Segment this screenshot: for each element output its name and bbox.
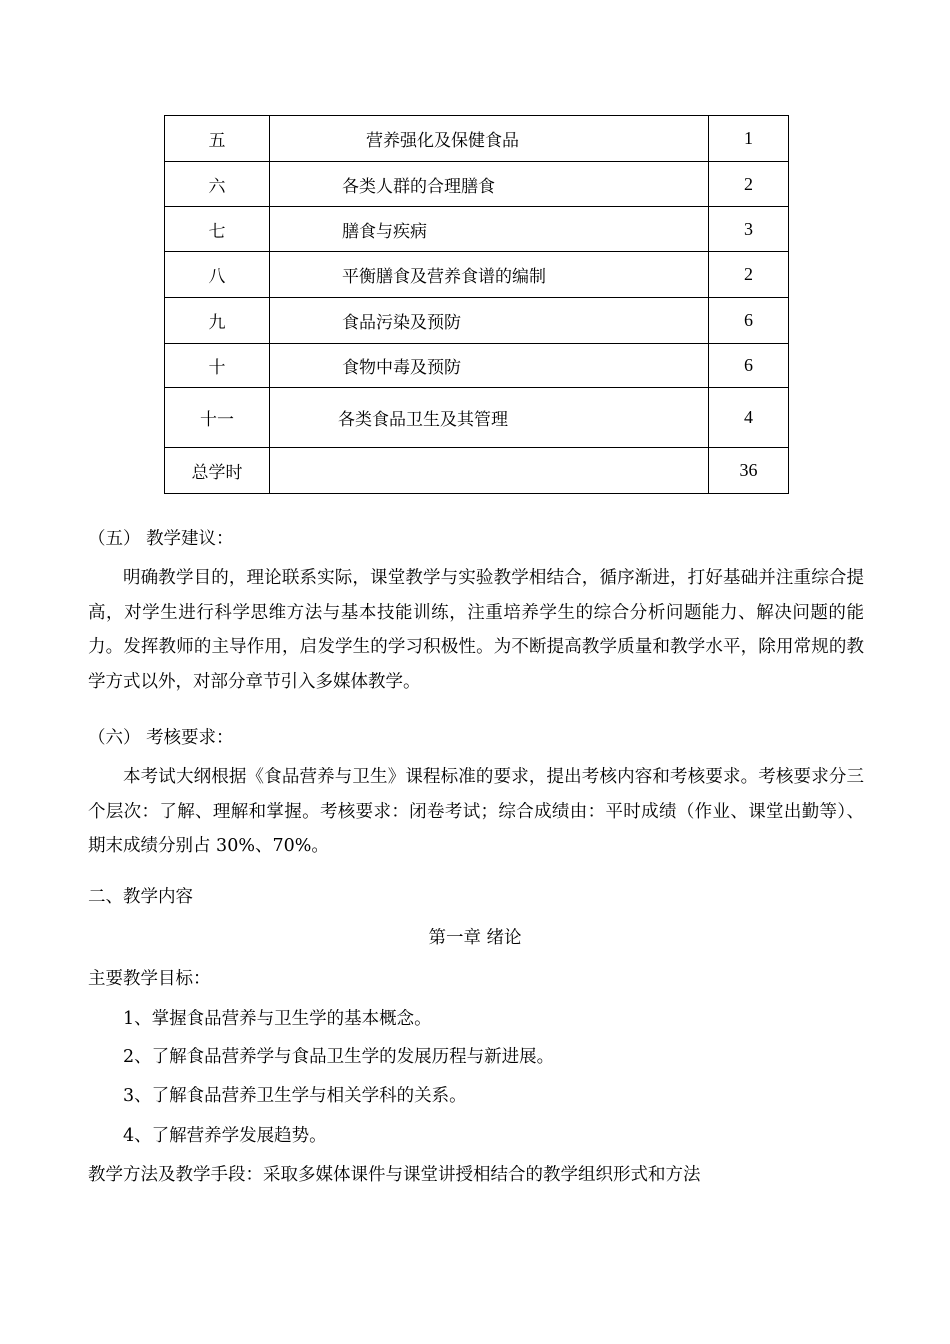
table-row: [165, 448, 789, 494]
chapter-number-cell: 九: [165, 298, 270, 344]
chapter-number-cell: 七: [165, 207, 270, 252]
hours-cell: 1: [709, 116, 789, 162]
chapter-number-cell: 十一: [165, 388, 270, 448]
chapter-title: 第一章 绪论: [428, 928, 522, 948]
goal-item: 1、掌握食品营养与卫生学的基本概念。: [123, 1009, 432, 1029]
hours-cell: 2: [709, 252, 789, 298]
chapter-topic-cell: 平衡膳食及营养食谱的编制: [270, 252, 709, 298]
goals-heading: 主要教学目标：: [88, 969, 211, 989]
hours-table: [164, 115, 789, 494]
chapter-topic-cell: [270, 448, 709, 494]
goal-item: 4、了解营养学发展趋势。: [123, 1126, 327, 1146]
hours-cell: 6: [709, 344, 789, 388]
chapter-topic-cell: 营养强化及保健食品: [270, 116, 709, 162]
chapter-topic-cell: 各类食品卫生及其管理: [270, 388, 709, 448]
chapter-topic-cell: 食物中毒及预防: [270, 344, 709, 388]
part2-heading: 二、教学内容: [88, 887, 193, 907]
section5-body: 明确教学目的，理论联系实际，课堂教学与实验教学相结合，循序渐进，打好基础并注重综合提高，对学生进行科学思维方法与基本技能训练，注重培养学生的综合分析问题能力、解决问题的能力。发挥教师的主导作用，启发学生的学习积极性。为不断提高教学质量和教学水平，除用常规的教学方式以外，对部分章节引入多媒体教学。: [88, 568, 864, 692]
chapter-number-cell: 五: [165, 116, 270, 162]
section6-heading: （六） 考核要求：: [88, 728, 234, 748]
hours-cell: 2: [709, 162, 789, 207]
table-row: [165, 388, 789, 448]
chapter-number-cell: 总学时: [165, 448, 270, 494]
hours-cell: 3: [709, 207, 789, 252]
goal-item: 2、了解食品营养学与食品卫生学的发展历程与新进展。: [123, 1047, 555, 1067]
table-row: [165, 344, 789, 388]
chapter-topic-cell: 各类人群的合理膳食: [270, 162, 709, 207]
table-row: [165, 298, 789, 344]
goal-item: 3、了解食品营养卫生学与相关学科的关系。: [123, 1086, 467, 1106]
section6-body: 本考试大纲根据《食品营养与卫生》课程标准的要求，提出考核内容和考核要求。考核要求分三个层次：了解、理解和掌握。考核要求：闭卷考试；综合成绩由：平时成绩（作业、课堂出勤等）、期末成绩分别占 30%、70%。: [88, 767, 864, 856]
chapter-number-cell: 六: [165, 162, 270, 207]
hours-cell: 6: [709, 298, 789, 344]
chapter-number-cell: 十: [165, 344, 270, 388]
table-row: [165, 252, 789, 298]
table-row: [165, 162, 789, 207]
chapter-topic-cell: 膳食与疾病: [270, 207, 709, 252]
hours-cell: 4: [709, 388, 789, 448]
teaching-methods: 教学方法及教学手段：采取多媒体课件与课堂讲授相结合的教学组织形式和方法: [88, 1165, 701, 1185]
chapter-topic-cell: 食品污染及预防: [270, 298, 709, 344]
table-row: [165, 207, 789, 252]
table-row: [165, 116, 789, 162]
chapter-number-cell: 八: [165, 252, 270, 298]
section5-heading: （五） 教学建议：: [88, 529, 234, 549]
hours-cell: 36: [709, 448, 789, 494]
